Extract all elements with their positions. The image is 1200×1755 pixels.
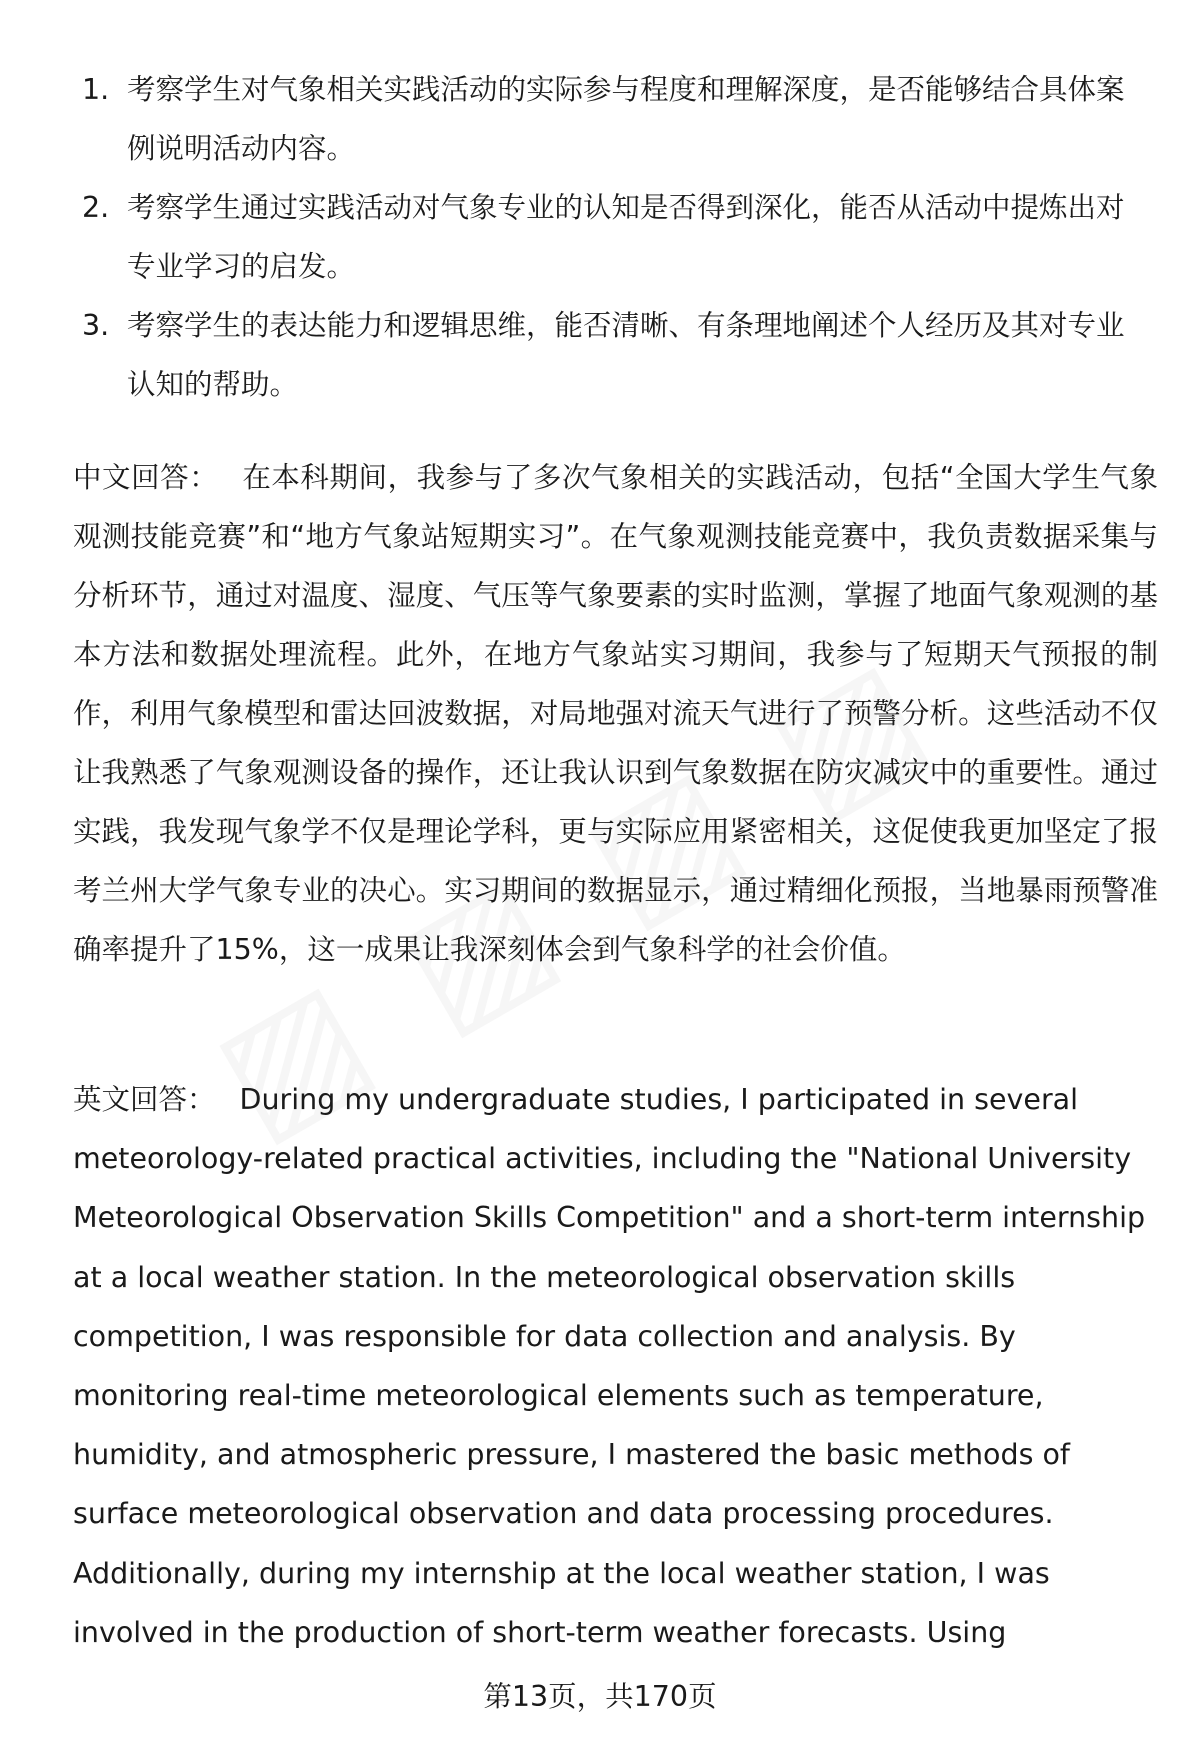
page-number: 第13页，共170页 — [483, 1680, 717, 1713]
criterion-text: 考察学生通过实践活动对气象专业的认知是否得到深化，能否从活动中提炼出对专业学习的启发。 — [127, 191, 1125, 283]
english-answer-paragraph — [73, 1070, 1158, 1662]
chinese-answer-paragraph — [73, 448, 1158, 979]
criterion-number: 2. — [82, 191, 110, 224]
criterion-number: 3. — [82, 309, 110, 342]
evaluation-criteria-list — [82, 60, 1142, 414]
criterion-item — [82, 60, 1142, 178]
criterion-text: 考察学生的表达能力和逻辑思维，能否清晰、有条理地阐述个人经历及其对专业认知的帮助。 — [127, 309, 1125, 401]
criterion-text: 考察学生对气象相关实践活动的实际参与程度和理解深度，是否能够结合具体案例说明活动内容。 — [127, 73, 1125, 165]
criterion-number: 1. — [82, 73, 110, 106]
english-answer-text: During my undergraduate studies, I participated in several meteorology-related practical activities, including the "National University Meteorological Observation Skills Competition" and a short-term internship at a local weather station. In the meteorological observation skills competition, I was responsible for data collection and analysis. By monitoring real-time meteorological elements such as temperature, humidity, and atmospheric pressure, I mastered the basic methods of surface meteorological observation and data processing procedures. Additionally, during my internship at the local weather station, I was involved in the production of short-term weather forecasts. Using — [73, 1083, 1146, 1649]
english-answer-label: 英文回答： — [73, 1083, 216, 1116]
chinese-answer-text: 在本科期间，我参与了多次气象相关的实践活动，包括“全国大学生气象观测技能竞赛”和“地方气象站短期实习”。在气象观测技能竞赛中，我负责数据采集与分析环节，通过对温度、湿度、气压等气象要素的实时监测，掌握了地面气象观测的基本方法和数据处理流程。此外，在地方气象站实习期间，我参与了短期天气预报的制作，利用气象模型和雷达回波数据，对局地强对流天气进行了预警分析。这些活动不仅让我熟悉了气象观测设备的操作，还让我认识到气象数据在防灾减灾中的重要性。通过实践，我发现气象学不仅是理论学科，更与实际应用紧密相关，这促使我更加坚定了报考兰州大学气象专业的决心。实习期间的数据显示，通过精细化预报，当地暴雨预警准确率提升了15%，这一成果让我深刻体会到气象科学的社会价值。 — [73, 461, 1158, 966]
criterion-item — [82, 178, 1142, 296]
criterion-item — [82, 296, 1142, 414]
chinese-answer-label: 中文回答： — [73, 461, 219, 494]
